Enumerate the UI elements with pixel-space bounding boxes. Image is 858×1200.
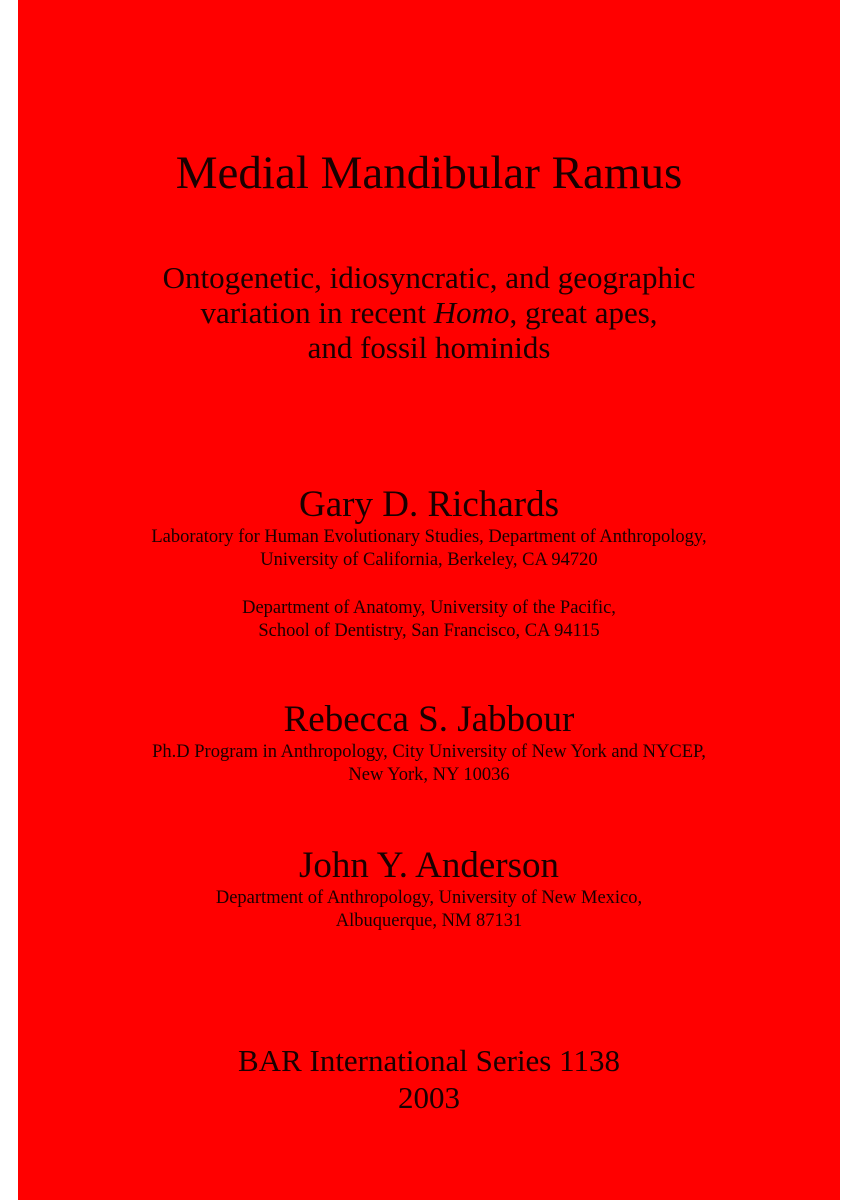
author-affiliation-line: Department of Anatomy, University of the Pacific, <box>242 598 616 618</box>
subtitle-line-2-suffix: , great apes, <box>509 295 658 330</box>
author-affiliation-line: Department of Anthropology, University of New Mexico, <box>215 888 643 908</box>
author-affiliation-line: Laboratory for Human Evolutionary Studies, Department of Anthropology, <box>151 527 707 547</box>
book-cover <box>18 0 840 1200</box>
author-name: John Y. Anderson <box>298 845 560 886</box>
author-name: Gary D. Richards <box>299 484 559 525</box>
author-block-richards <box>18 484 840 572</box>
author-affiliation-line: Ph.D Program in Anthropology, City University of New York and NYCEP, <box>152 742 706 762</box>
author-second-affiliation-richards <box>18 597 840 643</box>
author-name: Rebecca S. Jabbour <box>283 699 575 740</box>
series-info <box>18 1042 840 1116</box>
author-affiliation-line: Albuquerque, NM 87131 <box>335 911 523 931</box>
publication-year: 2003 <box>398 1080 460 1115</box>
author-block-anderson <box>18 845 840 933</box>
author-affiliation-line: School of Dentistry, San Francisco, CA 94115 <box>258 621 600 641</box>
subtitle-line-3: and fossil hominids <box>307 330 551 365</box>
subtitle-italic-homo: Homo <box>433 295 510 330</box>
subtitle-line-2 <box>18 295 840 330</box>
author-block-jabbour <box>18 699 840 787</box>
author-affiliation-line: University of California, Berkeley, CA 94720 <box>260 550 598 570</box>
book-subtitle <box>18 260 840 365</box>
subtitle-line-2-prefix: variation in recent <box>200 295 434 330</box>
series-name: BAR International Series 1138 <box>238 1043 620 1078</box>
book-title: Medial Mandibular Ramus <box>175 147 683 199</box>
author-affiliation-line: New York, NY 10036 <box>348 765 510 785</box>
subtitle-line-1: Ontogenetic, idiosyncratic, and geographic <box>162 260 696 295</box>
